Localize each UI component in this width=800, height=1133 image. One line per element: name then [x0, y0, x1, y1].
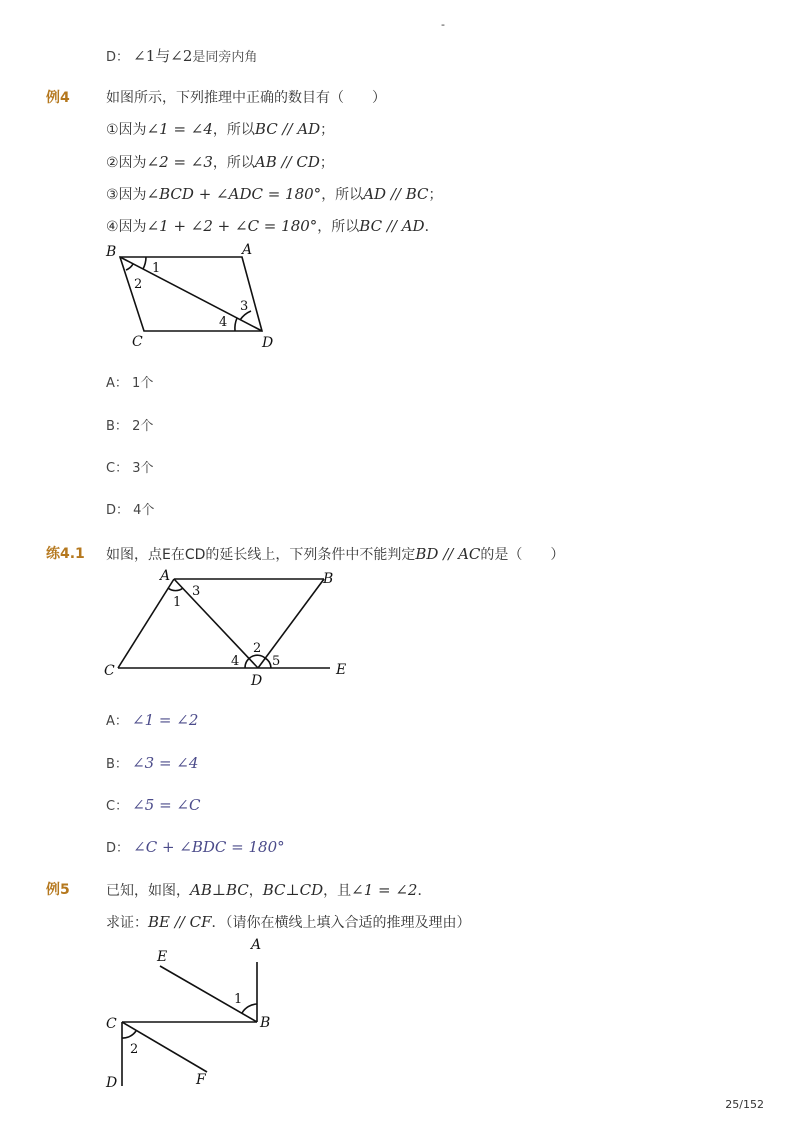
option-label: D： — [106, 50, 130, 65]
given-math: ∠1 = ∠2 — [351, 881, 418, 899]
label-angle-4: 4 — [231, 654, 240, 669]
label-angle-1: 1 — [173, 595, 182, 610]
statement-post: ； — [320, 122, 335, 138]
ex4-option-a[interactable] — [106, 374, 153, 394]
prove-math: BE // CF — [148, 913, 212, 931]
label-angle-5: 5 — [272, 654, 281, 669]
example-4-question: 如图所示，下列推理中正确的数目有（ ） — [106, 90, 386, 106]
statement-mid: ，所以 — [212, 155, 255, 171]
label-e: E — [157, 949, 168, 965]
option-value: 1个 — [132, 376, 154, 391]
label-c: C — [106, 1016, 117, 1032]
angle-arc-1-3 — [168, 588, 183, 591]
exercise-4-1-question — [106, 544, 564, 565]
given-math: AB⊥BC — [190, 881, 249, 899]
statement-math: ∠2 = ∠3 — [146, 153, 213, 171]
statement-pre: ④因为 — [106, 219, 147, 235]
question-math: BD // AC — [415, 545, 481, 563]
statement-mid: ，所以 — [317, 219, 360, 235]
label-a: A — [242, 242, 253, 258]
label-angle-1: 1 — [152, 261, 161, 276]
option-math: ∠1与∠2 — [133, 47, 193, 65]
segment-bd — [258, 579, 324, 668]
statement-math: ∠1 + ∠2 + ∠C = 180° — [146, 217, 318, 235]
label-d: D — [262, 335, 274, 351]
prev-option-d — [106, 46, 257, 68]
label-e: E — [336, 662, 347, 678]
label-b: B — [323, 571, 334, 587]
option-value: 3个 — [132, 461, 154, 476]
segment-be — [160, 966, 257, 1022]
label-d: D — [251, 673, 263, 689]
option-label: A： — [106, 376, 128, 391]
label-a: A — [251, 937, 262, 953]
option-math: ∠3 = ∠4 — [132, 754, 199, 772]
option-math: ∠1 = ∠2 — [132, 711, 199, 729]
label-angle-3: 3 — [240, 299, 249, 314]
statement-2 — [106, 152, 334, 173]
label-angle-3: 3 — [192, 584, 201, 599]
statement-pre: ③因为 — [106, 187, 147, 203]
statement-math: BC // AD — [254, 120, 321, 138]
label-f: F — [196, 1072, 206, 1088]
option-label: D： — [106, 841, 130, 856]
option-label: D： — [106, 503, 130, 518]
option-value: 4个 — [133, 503, 155, 518]
figure-example-4 — [100, 240, 290, 355]
prove-pre: 求证： — [106, 915, 148, 931]
angle-arc-2 — [122, 1031, 136, 1038]
statement-mid: ，所以 — [212, 122, 255, 138]
label-c: C — [132, 334, 143, 350]
label-b: B — [260, 1015, 271, 1031]
statement-post: ； — [319, 155, 334, 171]
prove-post: ．（请你在横线上填入合适的推理及理由） — [211, 915, 471, 931]
example-4-tag: 例4 — [46, 90, 70, 106]
label-b: B — [106, 244, 117, 260]
exercise-4-1-tag: 练4.1 — [46, 546, 85, 562]
statement-1 — [106, 119, 334, 140]
statement-post: ； — [428, 187, 443, 203]
option-label: B： — [106, 419, 128, 434]
option-label: B： — [106, 757, 128, 772]
option-value: 2个 — [132, 419, 154, 434]
label-angle-2: 2 — [130, 1042, 139, 1057]
label-d: D — [106, 1075, 118, 1091]
label-angle-1: 1 — [234, 992, 243, 1007]
given-math: BC⊥CD — [262, 881, 324, 899]
statement-math: AD // BC — [363, 185, 429, 203]
given-mid: ，且 — [323, 883, 352, 899]
statement-pre: ①因为 — [106, 122, 147, 138]
top-mark: - — [441, 18, 445, 31]
option-label: C： — [106, 799, 129, 814]
label-a: A — [160, 568, 171, 584]
label-angle-4: 4 — [219, 315, 228, 330]
statement-4 — [106, 216, 439, 237]
angle-arc-1 — [242, 1004, 257, 1013]
label-c: C — [104, 663, 115, 679]
ex4-option-b[interactable] — [106, 417, 153, 437]
statement-math: ∠1 = ∠4 — [146, 120, 213, 138]
statement-pre: ②因为 — [106, 155, 147, 171]
figure-example-5 — [100, 936, 280, 1096]
question-pre: 如图，点E在CD的延长线上，下列条件中不能判定 — [106, 547, 416, 563]
page-number: 25/152 — [725, 1098, 764, 1111]
label-angle-2: 2 — [134, 277, 143, 292]
option-math: ∠C + ∠BDC = 180° — [133, 838, 285, 856]
segment-ad — [174, 579, 258, 668]
example-5-prove — [106, 912, 471, 933]
ex4-option-c[interactable] — [106, 459, 154, 479]
example-5-given — [106, 880, 431, 901]
label-angle-2: 2 — [253, 641, 262, 656]
ex41-option-a[interactable] — [106, 710, 198, 732]
statement-post: ． — [424, 219, 439, 235]
ex41-option-b[interactable] — [106, 753, 198, 775]
segment-ac — [118, 579, 174, 668]
angle-arc-4 — [235, 318, 237, 331]
question-post: 的是（ ） — [480, 547, 565, 563]
statement-mid: ，所以 — [321, 187, 364, 203]
statement-math: AB // CD — [254, 153, 320, 171]
angle-arc-1 — [143, 257, 146, 269]
angle-arc-5 — [265, 658, 271, 668]
given-post: ． — [417, 883, 432, 899]
angle-arc-2 — [126, 264, 133, 270]
given-pre: 已知，如图， — [106, 883, 190, 899]
option-math: ∠5 = ∠C — [132, 796, 201, 814]
option-label: A： — [106, 714, 128, 729]
ex4-option-d[interactable] — [106, 501, 154, 521]
given-sep: ， — [248, 883, 263, 899]
figure-exercise-4-1 — [100, 566, 360, 690]
option-text: 是同旁内角 — [192, 50, 258, 65]
statement-math: ∠BCD + ∠ADC = 180° — [146, 185, 322, 203]
statement-math: BC // AD — [359, 217, 425, 235]
example-5-tag: 例5 — [46, 882, 70, 898]
option-label: C： — [106, 461, 129, 476]
ex41-option-c[interactable] — [106, 795, 200, 817]
statement-3 — [106, 184, 442, 205]
ex41-option-d[interactable] — [106, 837, 285, 859]
